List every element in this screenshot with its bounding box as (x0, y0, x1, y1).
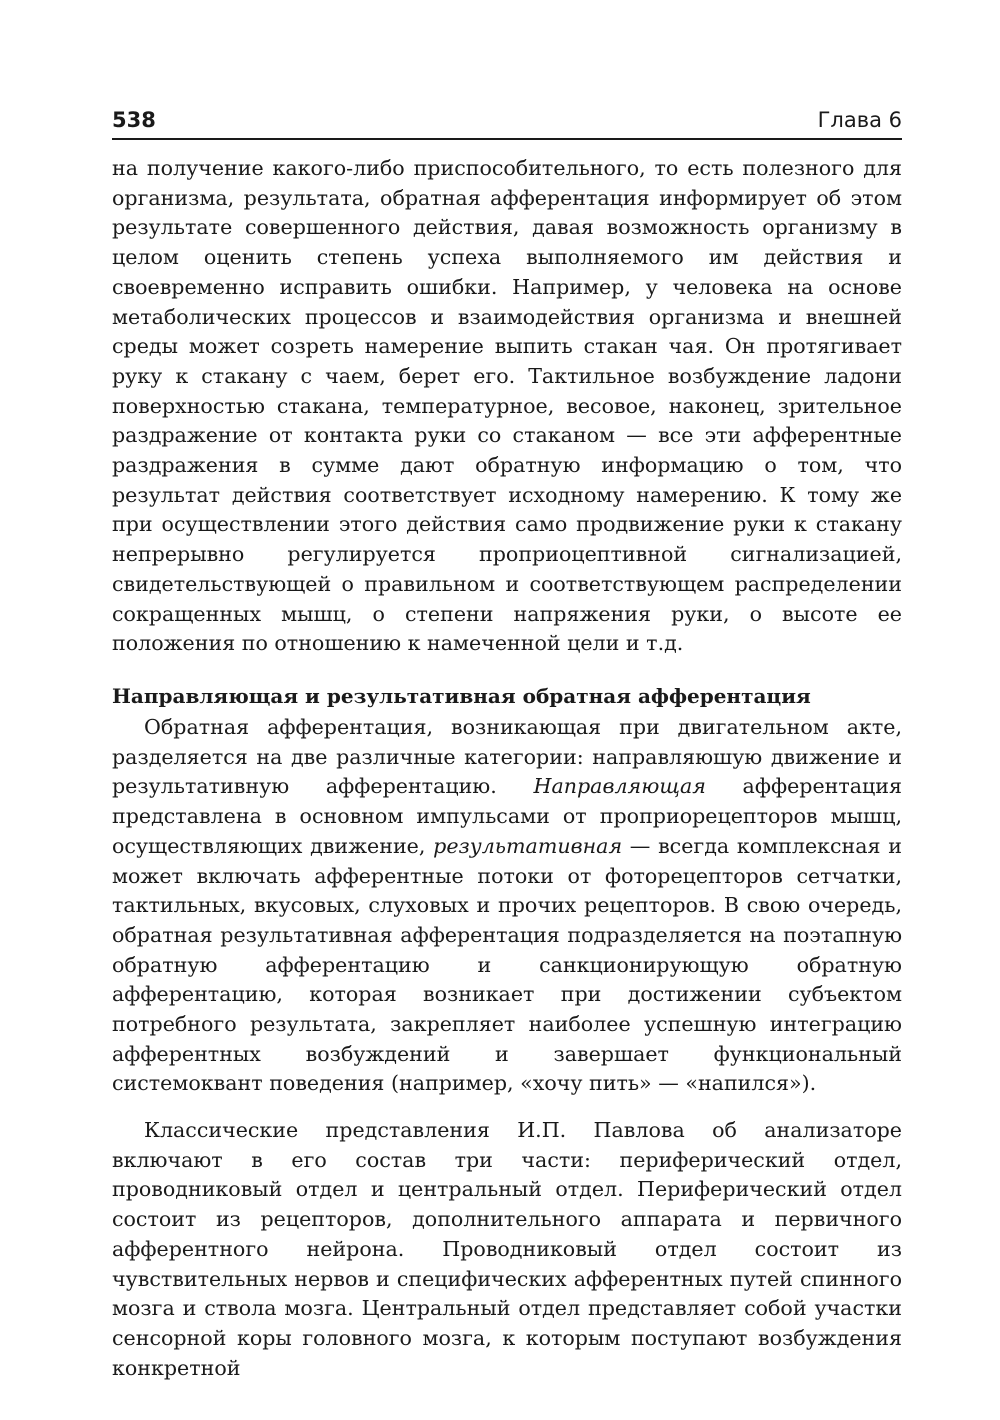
paragraph-feedback-categories (112, 713, 902, 1099)
header-rule (112, 138, 902, 140)
page-number: 538 (112, 108, 156, 132)
italic-term-resultative: результативная (433, 833, 623, 858)
paragraph-text-part: Обратная афферентация, возникающая при двигательном акте, разделяется на две различные категории: направляюшую движение и результативную афферентацию. (112, 715, 902, 799)
chapter-label: Глава 6 (817, 108, 902, 132)
running-head (112, 104, 902, 136)
italic-term-guiding: Направляющая (533, 774, 706, 799)
paragraph-continued: на получение какого-либо приспособительного, то есть полезного для организма, результата, обратная афферентация информирует об этом результате совершенного действия, давая возможность организму в целом оценить степень успеха выполняемого им действия и своевременно исправить ошибки. Например, у человека на основе метаболических процессов и взаимодействия организма и внешней среды может созреть намерение выпить стакан чая. Он протягивает руку к стакану с чаем, берет его. Тактильное возбуждение ладони поверхностью стакана, температурное, весовое, наконец, зрительное раздражение от контакта руки со стаканом — все эти афферентные раздражения в сумме дают обратную информацию о том, что результат действия соответствует исходному намерению. К тому же при осуществлении этого действия само продвижение руки к стакану непрерывно регулируется проприоцептивной сигнализацией, свидетельствующей о правильном и соответствующем распределении сокращенных мышц, о степени напряжения руки, о высоте ее положения по отношению к намеченной цели и т.д. (112, 156, 902, 656)
paragraph-text-part: афферентация представлена в основном импульсами от проприорецепторов мышц, осуществляющих движение, (112, 774, 902, 858)
book-page (112, 104, 902, 1380)
paragraph-text-part: — всегда комплексная и может включать афферентные потоки от фоторецепторов сетчатки, тактильных, вкусовых, слуховых и прочих рецепторов. В свою очередь, обратная результативная афферентация подразделяется на поэтапную обратную афферентацию и санкционирующую обратную афферентацию, которая возникает при достижении субъектом потребного результата, закрепляет наиболее успешную интеграцию афферентных возбуждений и завершает функциональный системоквант поведения (например, «хочу пить» — «напился»). (112, 833, 902, 1096)
paragraph-pavlov-analyzer: Классические представления И.П. Павлова об анализаторе включают в его состав три части: периферический отдел, проводниковый отдел и центральный отдел. Периферический отдел состоит из рецепторов, дополнительного аппарата и первичного афферентного нейрона. Проводниковый отдел состоит из чувствительных нервов и специфических афферентных путей спинного мозга и ствола мозга. Центральный отдел представляет собой участки сенсорной коры головного мозга, к которым поступают возбуждения конкретной (112, 1118, 902, 1380)
section-heading: Направляющая и результативная обратная афферентация (112, 684, 811, 708)
